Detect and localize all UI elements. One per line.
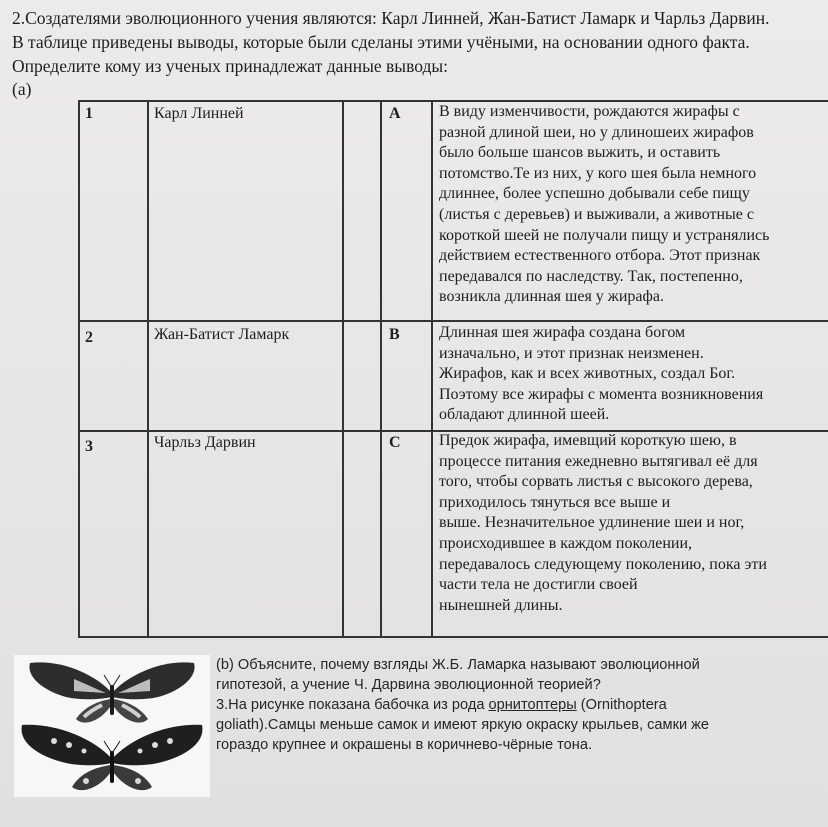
text-line: длиннее, более успешно добывали себе пищу (439, 185, 750, 203)
question-block (216, 655, 709, 755)
table-border-left (78, 100, 80, 638)
table-column-divider (147, 100, 149, 638)
text-line: передавалось следующему поколению, пока эти (439, 555, 767, 573)
task-instruction: Определите кому из ученых принадлежат данные выводы: (12, 56, 448, 76)
table-column-divider (342, 100, 344, 638)
scientist-name: Карл Линней (154, 105, 244, 122)
text-line: нынешней длины. (439, 596, 563, 614)
table-column-divider (431, 100, 433, 638)
text-line: процессе питания ежедневно вытягивал её для (439, 452, 758, 470)
text-line: действием естественного отбора. Этот признак (439, 247, 761, 265)
butterflies-image (14, 655, 210, 797)
text-line: передавался по наследству. Так, постепенно, (439, 267, 743, 285)
text-line: короткой шеей не получали пищу и устранялись (439, 226, 770, 244)
statement-letter: A (389, 105, 401, 122)
text-line: В виду изменчивости, рождаются жирафы с (439, 103, 740, 120)
text-line: Длинная шея жирафа создана богом (439, 324, 686, 341)
text-line: Поэтому все жирафы с момента возникновения (439, 385, 764, 403)
text-line: Жирафов, как и всех животных, создал Бог. (439, 365, 736, 383)
statement-text (439, 323, 828, 426)
table-border-bottom (78, 636, 828, 638)
scientist-name: Чарльз Дарвин (154, 434, 256, 451)
text-line: приходилось тянуться все выше и (439, 493, 671, 511)
text-line: (листья с деревьев) и выживали, а животные с (439, 205, 754, 223)
text-line: изначально, и этот признак неизменен. (439, 344, 704, 362)
text-line: было больше шансов выжить, и оставить (439, 144, 721, 162)
text-line: выше. Незначительное удлинение шеи и ног, (439, 514, 745, 532)
text-line: части тела не достигли своей (439, 576, 638, 594)
text-line: происходившее в каждом поколении, (439, 534, 693, 552)
task-3-line: goliath).Самцы меньше самок и имеют яркую окраску крыльев, самки же (216, 717, 710, 733)
table-column-divider (380, 100, 382, 638)
scientist-name: Жан-Батист Ламарк (154, 326, 290, 343)
text-line: разной длиной шеи, но у длиношеих жирафов (439, 123, 754, 141)
row-number: 1 (85, 105, 93, 122)
statement-letter: B (389, 326, 400, 343)
text-fragment: (Ornithoptera (576, 697, 667, 713)
row-number: 3 (85, 438, 93, 455)
task-description: В таблице приведены выводы, которые были сделаны этими учёными, на основании одного факта. (12, 32, 750, 52)
text-line: потомство.Те из них, у кого шея была немного (439, 164, 757, 182)
text-line: обладают длинной шеей. (439, 406, 610, 424)
text-fragment: 3.На рисунке показана бабочка из рода (216, 697, 489, 713)
row-number: 2 (85, 329, 93, 346)
text-line: того, чтобы сорвать листья с высокого дерева, (439, 473, 753, 491)
table-row-divider (78, 320, 828, 322)
part-a-label: (a) (12, 79, 32, 99)
task-3-line (216, 695, 709, 715)
text-line: возникла длинная шея у жирафа. (439, 288, 664, 306)
underlined-term: орнитоптеры (488, 697, 577, 713)
statement-letter: C (389, 434, 401, 451)
matching-table (78, 100, 828, 638)
question-b-line: (b) Объясните, почему взгляды Ж.Б. Ламарка называют эволюционной (216, 657, 700, 673)
task-3-line: гораздо крупнее и окрашены в коричнево-чёрные тона. (216, 737, 593, 753)
task-title: 2.Создателями эволюционного учения являются: Карл Линней, Жан-Батист Ламарк и Чарльз Дарвин. (12, 8, 770, 28)
text-line: Предок жирафа, имевщий короткую шею, в (439, 432, 737, 449)
question-b-line: гипотезой, а учение Ч. Дарвина эволюционной теорией? (216, 677, 601, 693)
statement-text (439, 102, 828, 308)
statement-text (439, 431, 828, 616)
